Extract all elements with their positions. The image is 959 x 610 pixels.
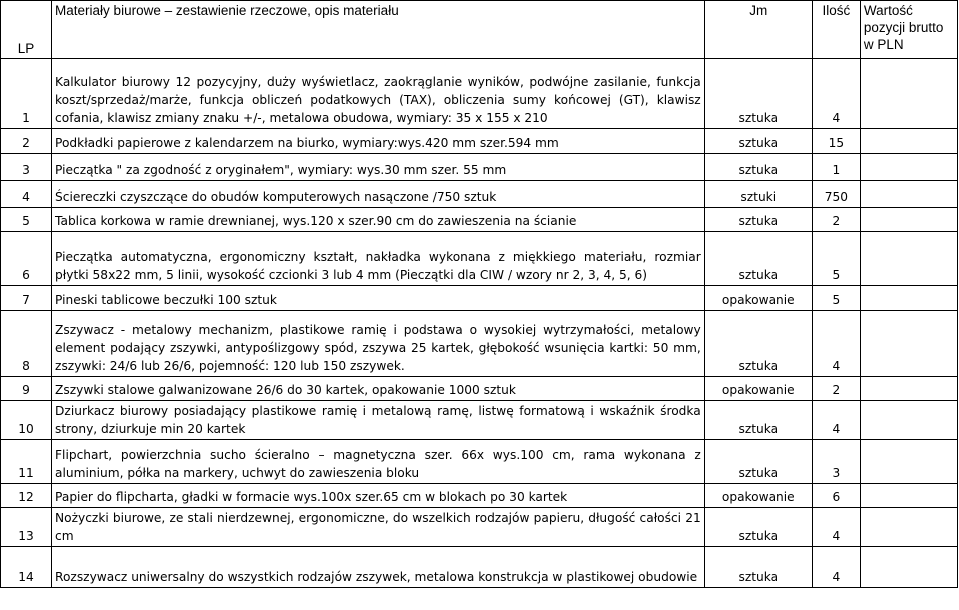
row-qty: 750 bbox=[812, 181, 860, 208]
row-name: Zszywacz - metalowy mechanizm, plastikowe ramię i podstawa o wysokiej wytrzymałości, metalowy element podający zszywki, antypoślizgowy spód, zszywa 25 kartek, głębokość wsunięcia kartki: 50 mm, zszywki: 24/6 lub 26/6, pojemność: 120 lub 150 zszywek. bbox=[52, 311, 705, 377]
row-lp: 6 bbox=[1, 232, 52, 286]
row-name: Zszywki stalowe galwanizowane 26/6 do 30 kartek, opakowanie 1000 sztuk bbox=[52, 377, 705, 401]
header-jm: Jm bbox=[704, 1, 812, 59]
row-name: Pieczątka " za zgodność z oryginałem", wymiary: wys.30 mm szer. 55 mm bbox=[52, 154, 705, 181]
header-wartosc: Wartość pozycji brutto w PLN bbox=[860, 1, 957, 59]
row-qty: 4 bbox=[812, 59, 860, 129]
row-value bbox=[860, 59, 957, 129]
row-value bbox=[860, 154, 957, 181]
row-name: Rozszywacz uniwersalny do wszystkich rodzajów zszywek, metalowa konstrukcja w plastikowej obudowie bbox=[52, 547, 705, 588]
table-row bbox=[1, 181, 958, 208]
row-name: Podkładki papierowe z kalendarzem na biurko, wymiary:wys.420 mm szer.594 mm bbox=[52, 129, 705, 154]
header-name: Materiały biurowe – zestawienie rzeczowe, opis materiału bbox=[52, 1, 705, 59]
row-jm: sztuki bbox=[704, 181, 812, 208]
row-name: Dziurkacz biurowy posiadający plastikowe ramię i metalową ramę, listwę formatową i wskaźnik środka strony, dziurkuje min 20 kartek bbox=[52, 401, 705, 440]
row-lp: 5 bbox=[1, 208, 52, 232]
row-jm: sztuka bbox=[704, 508, 812, 547]
row-jm: sztuka bbox=[704, 59, 812, 129]
row-jm: sztuka bbox=[704, 311, 812, 377]
row-qty: 1 bbox=[812, 154, 860, 181]
row-qty: 2 bbox=[812, 377, 860, 401]
row-name: Kalkulator biurowy 12 pozycyjny, duży wyświetlacz, zaokrąglanie wyników, podwójne zasilanie, funkcja koszt/sprzedaż/marże, funkcja obliczeń podatkowych (TAX), obliczenia sumy końcowej (GT), klawisz cofania, klawisz zmiany znaku +/-, metalowa obudowa, wymiary: 35 x 155 x 210 bbox=[52, 59, 705, 129]
row-value bbox=[860, 484, 957, 508]
row-lp: 3 bbox=[1, 154, 52, 181]
row-name: Pieczątka automatyczna, ergonomiczny kształt, nakładka wykonana z miękkiego materiału, rozmiar płytki 58x22 mm, 5 linii, wysokość czcionki 3 lub 4 mm (Pieczątki dla CIW / wzory nr 2, 3, 4, 5, 6) bbox=[52, 232, 705, 286]
row-name: Flipchart, powierzchnia sucho ścieralno – magnetyczna szer. 66x wys.100 cm, rama wykonana z aluminium, półka na markery, uchwyt do zawieszenia bloku bbox=[52, 440, 705, 484]
table-row bbox=[1, 508, 958, 547]
row-name: Tablica korkowa w ramie drewnianej, wys.120 x szer.90 cm do zawieszenia na ścianie bbox=[52, 208, 705, 232]
row-value bbox=[860, 286, 957, 311]
row-lp: 10 bbox=[1, 401, 52, 440]
row-value bbox=[860, 547, 957, 588]
table-row bbox=[1, 440, 958, 484]
row-lp: 9 bbox=[1, 377, 52, 401]
row-name: Pineski tablicowe beczułki 100 sztuk bbox=[52, 286, 705, 311]
row-lp: 11 bbox=[1, 440, 52, 484]
row-value bbox=[860, 377, 957, 401]
row-name: Nożyczki biurowe, ze stali nierdzewnej, ergonomiczne, do wszelkich rodzajów papieru, długość całości 21 cm bbox=[52, 508, 705, 547]
table-row bbox=[1, 59, 958, 129]
row-jm: sztuka bbox=[704, 232, 812, 286]
row-jm: sztuka bbox=[704, 401, 812, 440]
table-row bbox=[1, 401, 958, 440]
header-ilosc: Ilość bbox=[812, 1, 860, 59]
table-row bbox=[1, 311, 958, 377]
row-jm: sztuka bbox=[704, 440, 812, 484]
row-qty: 4 bbox=[812, 401, 860, 440]
table-row bbox=[1, 232, 958, 286]
row-value bbox=[860, 232, 957, 286]
row-qty: 5 bbox=[812, 232, 860, 286]
table-row bbox=[1, 377, 958, 401]
row-qty: 2 bbox=[812, 208, 860, 232]
row-jm: sztuka bbox=[704, 547, 812, 588]
row-lp: 14 bbox=[1, 547, 52, 588]
row-lp: 1 bbox=[1, 59, 52, 129]
row-qty: 15 bbox=[812, 129, 860, 154]
row-qty: 3 bbox=[812, 440, 860, 484]
row-name: Ściereczki czyszczące do obudów komputerowych nasączone /750 sztuk bbox=[52, 181, 705, 208]
row-value bbox=[860, 208, 957, 232]
row-jm: sztuka bbox=[704, 129, 812, 154]
table-row bbox=[1, 208, 958, 232]
table-row bbox=[1, 129, 958, 154]
row-qty: 5 bbox=[812, 286, 860, 311]
header-row bbox=[1, 1, 958, 59]
row-jm: opakowanie bbox=[704, 377, 812, 401]
row-value bbox=[860, 401, 957, 440]
row-lp: 13 bbox=[1, 508, 52, 547]
row-name: Papier do flipcharta, gładki w formacie wys.100x szer.65 cm w blokach po 30 kartek bbox=[52, 484, 705, 508]
row-value bbox=[860, 440, 957, 484]
table-row bbox=[1, 547, 958, 588]
header-lp: LP bbox=[1, 1, 52, 59]
row-qty: 4 bbox=[812, 508, 860, 547]
row-qty: 4 bbox=[812, 311, 860, 377]
row-value bbox=[860, 311, 957, 377]
row-lp: 12 bbox=[1, 484, 52, 508]
table-row bbox=[1, 154, 958, 181]
row-jm: opakowanie bbox=[704, 286, 812, 311]
row-value bbox=[860, 129, 957, 154]
row-lp: 7 bbox=[1, 286, 52, 311]
row-value bbox=[860, 181, 957, 208]
row-jm: sztuka bbox=[704, 208, 812, 232]
row-jm: sztuka bbox=[704, 154, 812, 181]
table-row bbox=[1, 484, 958, 508]
row-lp: 4 bbox=[1, 181, 52, 208]
table-row bbox=[1, 286, 958, 311]
row-value bbox=[860, 508, 957, 547]
row-lp: 2 bbox=[1, 129, 52, 154]
row-lp: 8 bbox=[1, 311, 52, 377]
row-qty: 4 bbox=[812, 547, 860, 588]
row-qty: 6 bbox=[812, 484, 860, 508]
row-jm: opakowanie bbox=[704, 484, 812, 508]
